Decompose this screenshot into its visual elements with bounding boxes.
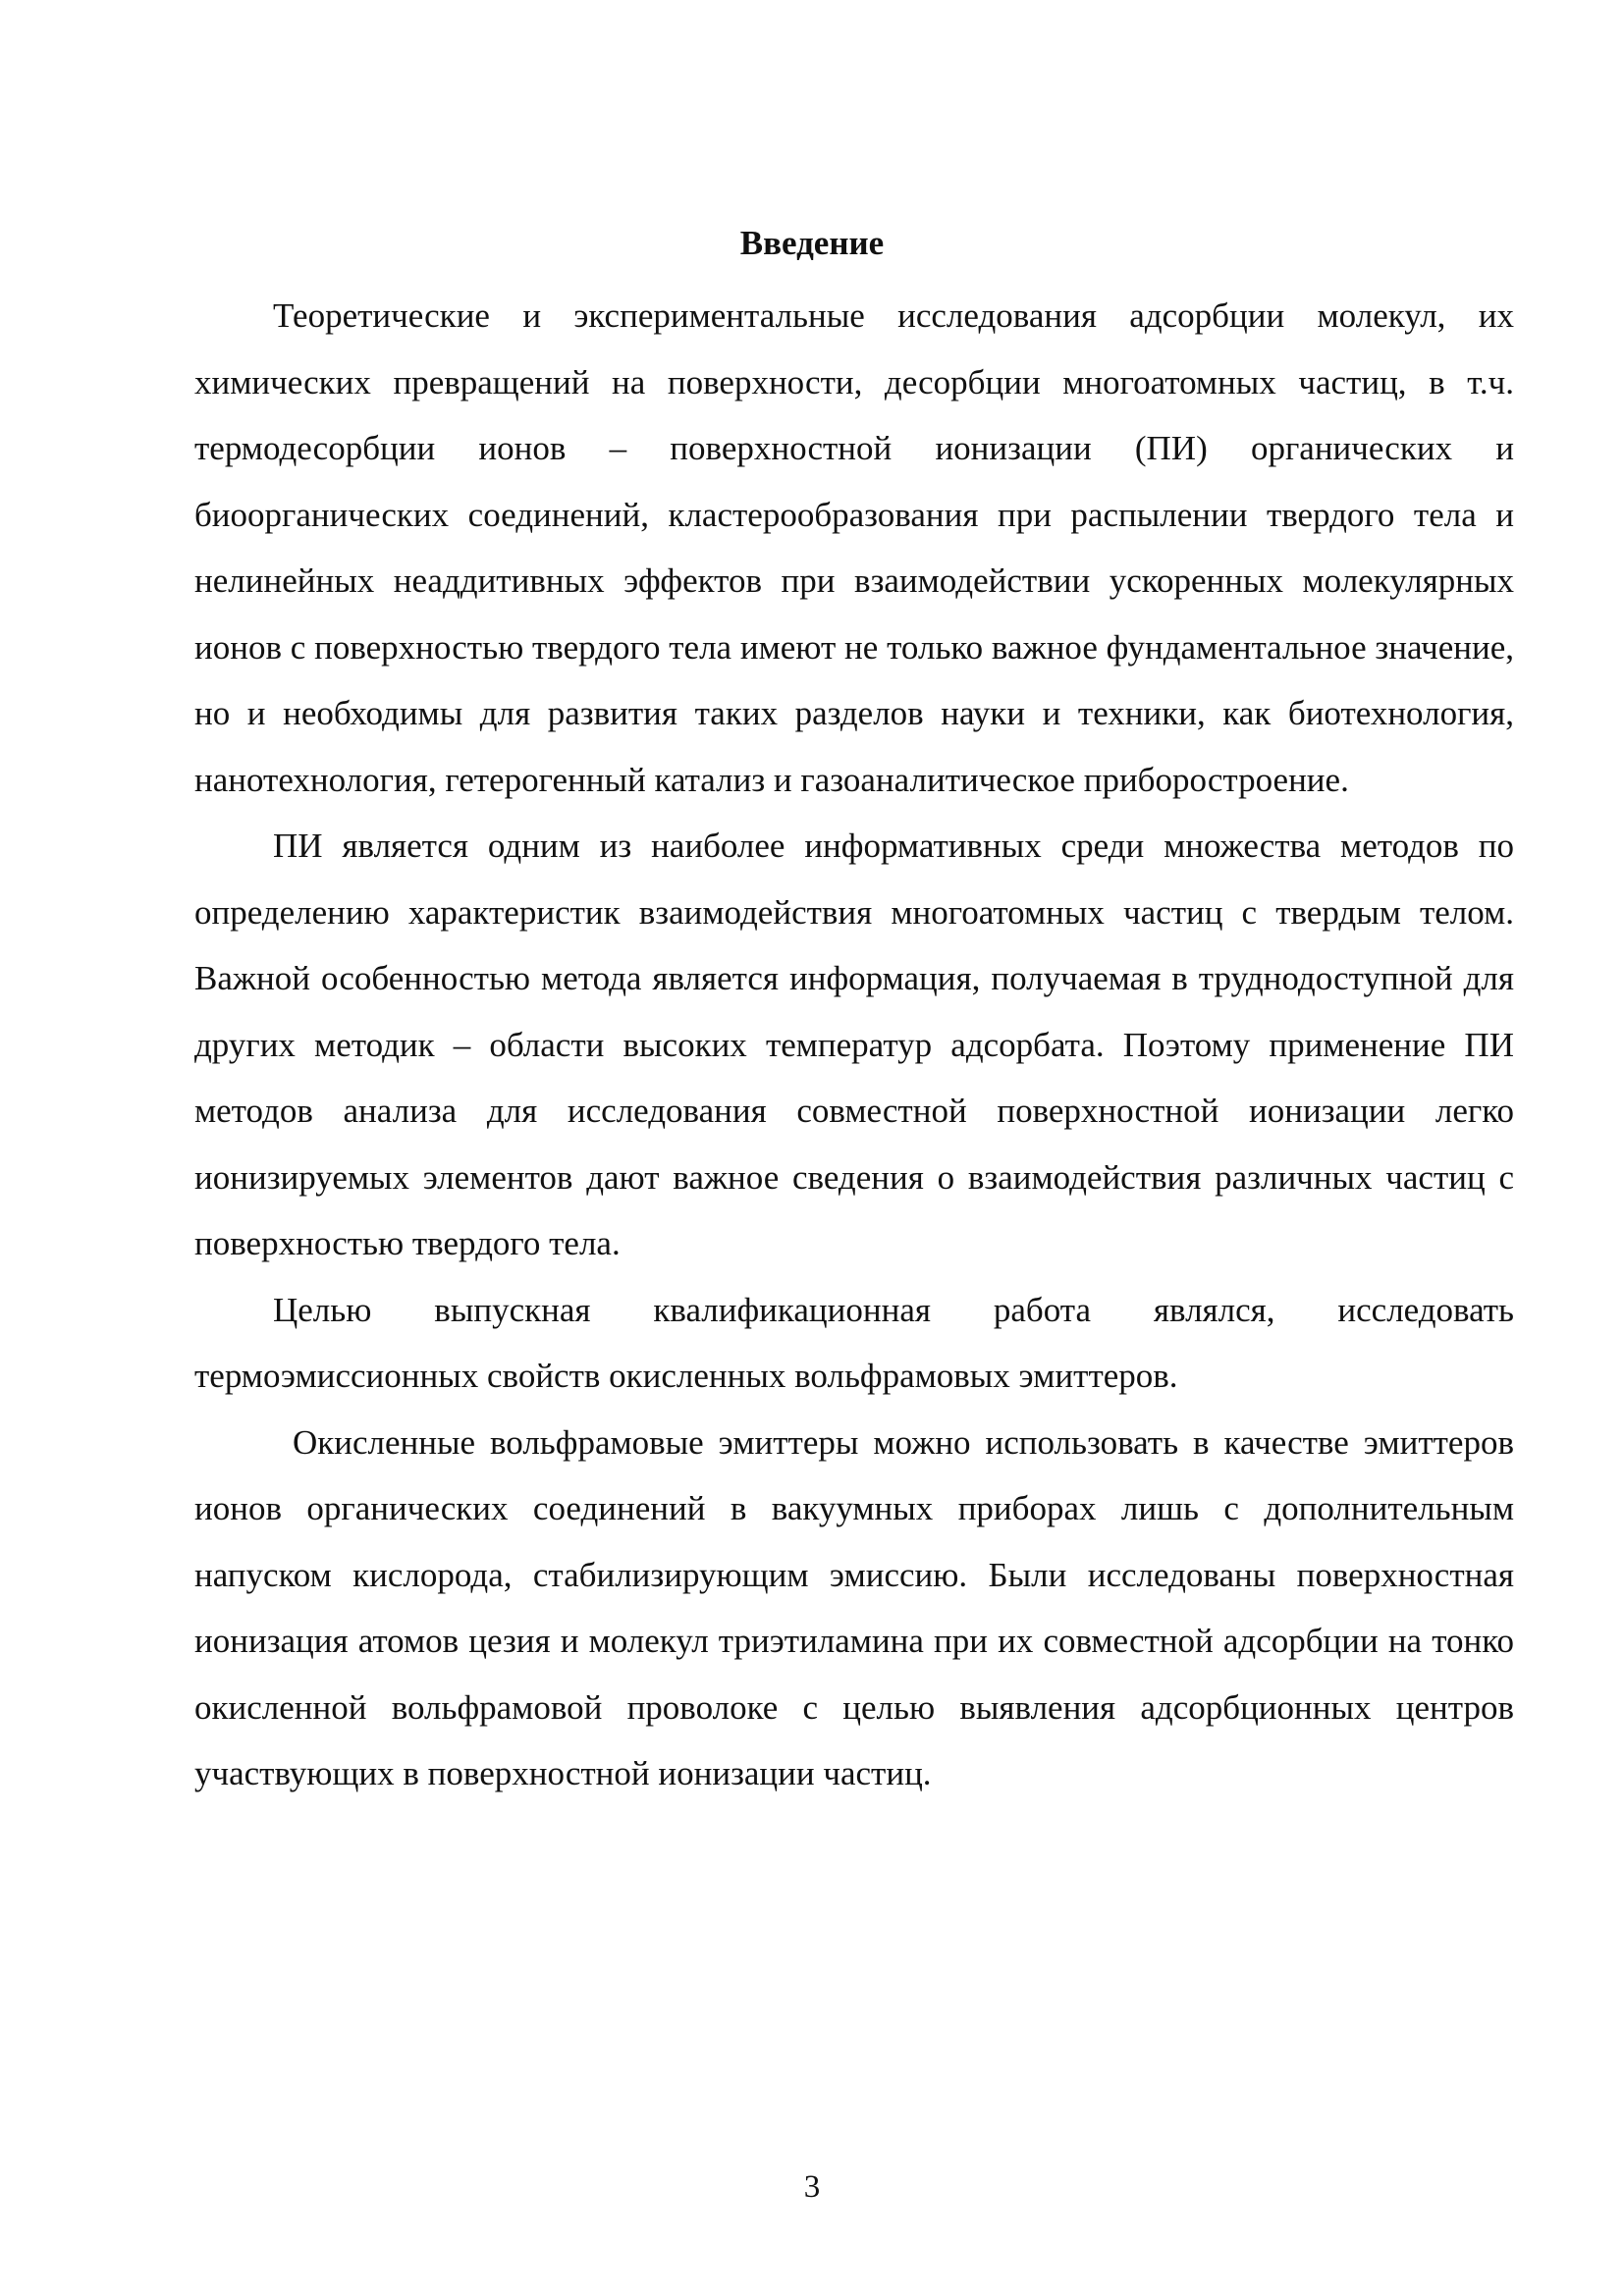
paragraph-goal: Целью выпускная квалификационная работа являлся, исследовать термоэмиссионных свойств окисленных вольфрамовых эмиттеров. xyxy=(194,1290,1514,1395)
paragraph-intro: Теоретические и экспериментальные исследования адсорбции молекул, их химических превращений на поверхности, десорбции многоатомных частиц, в т.ч. термодесорбции ионов – поверхностной ионизации (ПИ) органических и биоорганических соединений, кластерообразования при распылении твердого тела и нелинейных неаддитивных эффектов при взаимодействии ускоренных молекулярных ионов с поверхностью твердого тела имеют не только важное фундаментальное значение, но и необходимы для развития таких разделов науки и техники, как биотехнология, нанотехнология, гетерогенный катализ и газоаналитическое приборостроение. xyxy=(194,296,1514,799)
section-heading: Введение xyxy=(739,224,885,262)
page-number: 3 xyxy=(803,2169,821,2205)
paragraph-emitters: Окисленные вольфрамовые эмиттеры можно использовать в качестве эмиттеров ионов органических соединений в вакуумных приборах лишь с дополнительным напуском кислорода, стабилизирующим эмиссию. Были исследованы поверхностная ионизация атомов цезия и молекул триэтиламина при их совместной адсорбции на тонко окисленной вольфрамовой проволоке с целью выявления адсорбционных центров участвующих в поверхностной ионизации частиц. xyxy=(194,1422,1514,1792)
paragraph-method: ПИ является одним из наиболее информативных среди множества методов по определению характеристик взаимодействия многоатомных частиц с твердым телом. Важной особенностью метода является информация, получаемая в труднодоступной для других методик – области высоких температур адсорбата. Поэтому применение ПИ методов анализа для исследования совместной поверхностной ионизации легко ионизируемых элементов дают важное сведения о взаимодействия различных частиц с поверхностью твердого тела. xyxy=(194,827,1514,1262)
body-text xyxy=(194,283,1514,1807)
